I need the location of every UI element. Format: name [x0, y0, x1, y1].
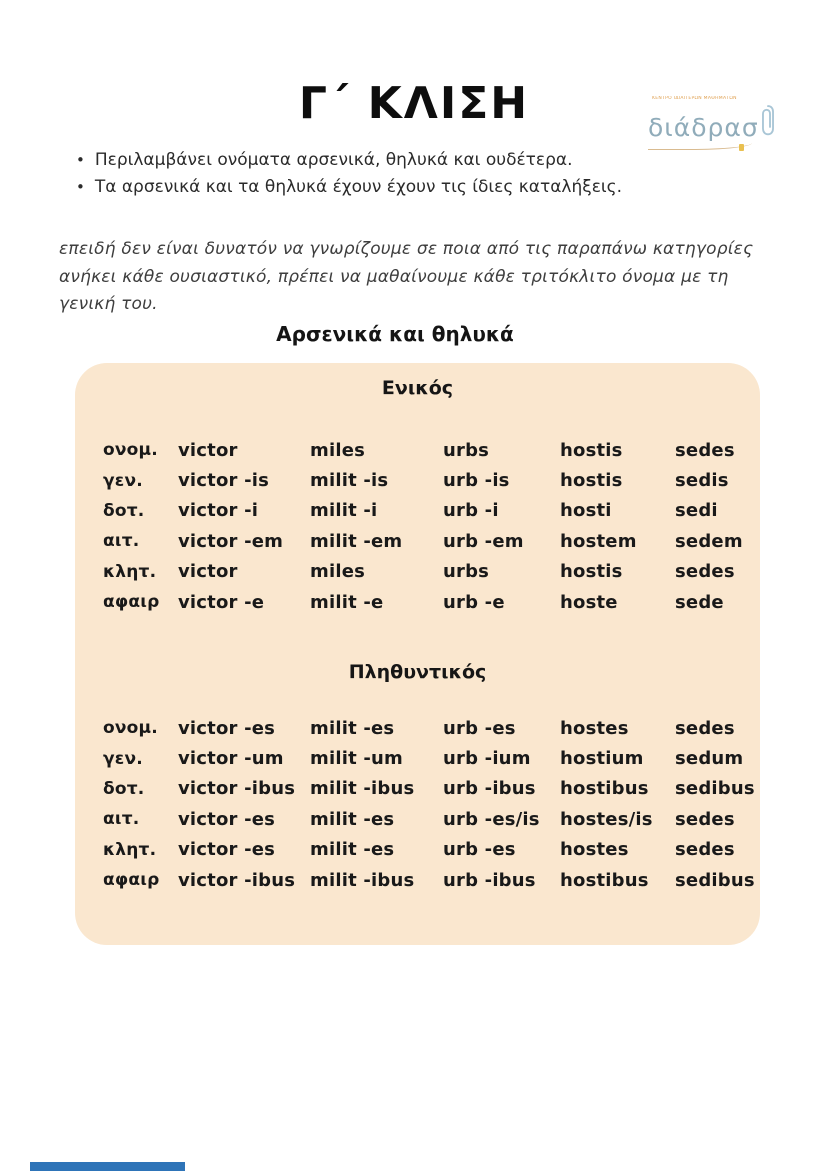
declension-form: sedes [675, 839, 735, 861]
case-label: γεν. [103, 748, 143, 769]
declension-form: hosti [560, 500, 612, 522]
case-label: ονομ. [103, 718, 158, 739]
declension-form: urbs [443, 439, 490, 461]
declension-form: hostis [560, 561, 623, 583]
declension-form: victor -ibus [178, 869, 296, 891]
bullet-item [76, 147, 696, 174]
declension-box [75, 363, 760, 945]
singular-table [75, 435, 760, 617]
table-row [75, 865, 760, 895]
diadrasi-logo [648, 96, 766, 150]
declension-form: milit -is [310, 470, 389, 492]
logo-wordmark: διάδρασ [648, 112, 759, 142]
table-row [75, 774, 760, 804]
declension-form: miles [310, 561, 366, 583]
plural-table [75, 713, 760, 895]
declension-form: hostes/is [560, 808, 653, 830]
declension-form: milit -em [310, 530, 403, 552]
declension-form: hostibus [560, 869, 649, 891]
declension-form: urb -ibus [443, 778, 536, 800]
declension-form: milit -es [310, 839, 395, 861]
case-label: αφαιρ [103, 870, 160, 891]
declension-form: sedi [675, 500, 718, 522]
bullet-text: Περιλαμβάνει ονόματα αρσενικά, θηλυκά και ουδέτερα. [94, 150, 573, 170]
table-row [75, 743, 760, 773]
declension-form: victor -em [178, 530, 284, 552]
singular-heading: Ενικός [381, 377, 454, 399]
declension-form: milit -um [310, 748, 403, 770]
bullet-list [76, 147, 696, 201]
declension-form: hostium [560, 748, 644, 770]
declension-form: sedes [675, 561, 735, 583]
case-label: κλητ. [103, 561, 157, 582]
declension-form: victor -es [178, 839, 276, 861]
declension-form: milit -i [310, 500, 378, 522]
table-row [75, 835, 760, 865]
declension-form: urb -em [443, 530, 524, 552]
declension-form: hostem [560, 530, 637, 552]
declension-form: sedibus [675, 778, 755, 800]
footer-accent-bar [30, 1162, 185, 1171]
case-label: δοτ. [103, 778, 145, 799]
bullet-icon: • [76, 178, 85, 196]
declension-form: urb -es [443, 717, 516, 739]
declension-form: milit -es [310, 808, 395, 830]
declension-form: miles [310, 439, 366, 461]
declension-form: milit -es [310, 717, 395, 739]
declension-form: sedem [675, 530, 743, 552]
case-label: γεν. [103, 470, 143, 491]
bullet-text: Τα αρσενικά και τα θηλυκά έχουν έχουν τις ίδιες καταλήξεις. [94, 177, 623, 197]
declension-form: urb -ibus [443, 869, 536, 891]
bullet-icon: • [76, 151, 85, 169]
declension-form: urbs [443, 561, 490, 583]
declension-form: milit -ibus [310, 778, 415, 800]
declension-form: milit -ibus [310, 869, 415, 891]
table-row [75, 526, 760, 556]
table-row [75, 465, 760, 495]
declension-form: urb -ium [443, 748, 531, 770]
declension-form: sedes [675, 808, 735, 830]
table-row [75, 804, 760, 834]
declension-form: sedes [675, 439, 735, 461]
page-title: Γ΄ ΚΛΙΣΗ [298, 78, 530, 129]
case-label: ονομ. [103, 440, 158, 461]
case-label: αιτ. [103, 809, 140, 830]
declension-form: urb -es/is [443, 808, 540, 830]
case-label: αιτ. [103, 531, 140, 552]
declension-form: hostes [560, 717, 629, 739]
declension-form: urb -e [443, 591, 505, 613]
declension-form: sedum [675, 748, 744, 770]
declension-form: urb -i [443, 500, 499, 522]
declension-form: milit -e [310, 591, 384, 613]
case-label: κλητ. [103, 839, 157, 860]
table-row [75, 435, 760, 465]
declension-form: urb -es [443, 839, 516, 861]
declension-form: victor -e [178, 591, 265, 613]
declension-form: urb -is [443, 470, 510, 492]
section-heading: Αρσενικά και θηλυκά [276, 322, 514, 346]
declension-form: victor -es [178, 808, 276, 830]
logo-pencil-icon [739, 144, 744, 151]
table-row [75, 713, 760, 743]
declension-form: sedis [675, 470, 729, 492]
declension-form: victor -is [178, 470, 270, 492]
table-row [75, 496, 760, 526]
declension-form: victor -um [178, 748, 284, 770]
declension-form: hostes [560, 839, 629, 861]
intro-note: επειδή δεν είναι δυνατόν να γνωρίζουμε σε ποια από τις παραπάνω κατηγορίες ανήκει κάθε ουσιαστικό, πρέπει να μαθαίνουμε κάθε τριτόκλιτο όνομα με τη γενική του. [59, 239, 754, 315]
paperclip-icon [760, 103, 776, 141]
declension-form: hostis [560, 470, 623, 492]
declension-form: hostibus [560, 778, 649, 800]
case-label: αφαιρ [103, 592, 160, 613]
declension-form: victor [178, 561, 238, 583]
declension-form: victor -ibus [178, 778, 296, 800]
declension-form: victor -i [178, 500, 259, 522]
plural-heading: Πληθυντικός [348, 661, 487, 683]
case-label: δοτ. [103, 500, 145, 521]
table-row [75, 587, 760, 617]
declension-form: sede [675, 591, 724, 613]
declension-form: victor -es [178, 717, 276, 739]
declension-form: sedibus [675, 869, 755, 891]
table-row [75, 557, 760, 587]
logo-tagline: ΚΕΝΤΡΟ ΙΔΙΑΙΤΕΡΩΝ ΜΑΘΗΜΑΤΩΝ [652, 96, 737, 101]
declension-form: hoste [560, 591, 618, 613]
bullet-item [76, 174, 696, 201]
declension-form: victor [178, 439, 238, 461]
declension-form: hostis [560, 439, 623, 461]
declension-form: sedes [675, 717, 735, 739]
